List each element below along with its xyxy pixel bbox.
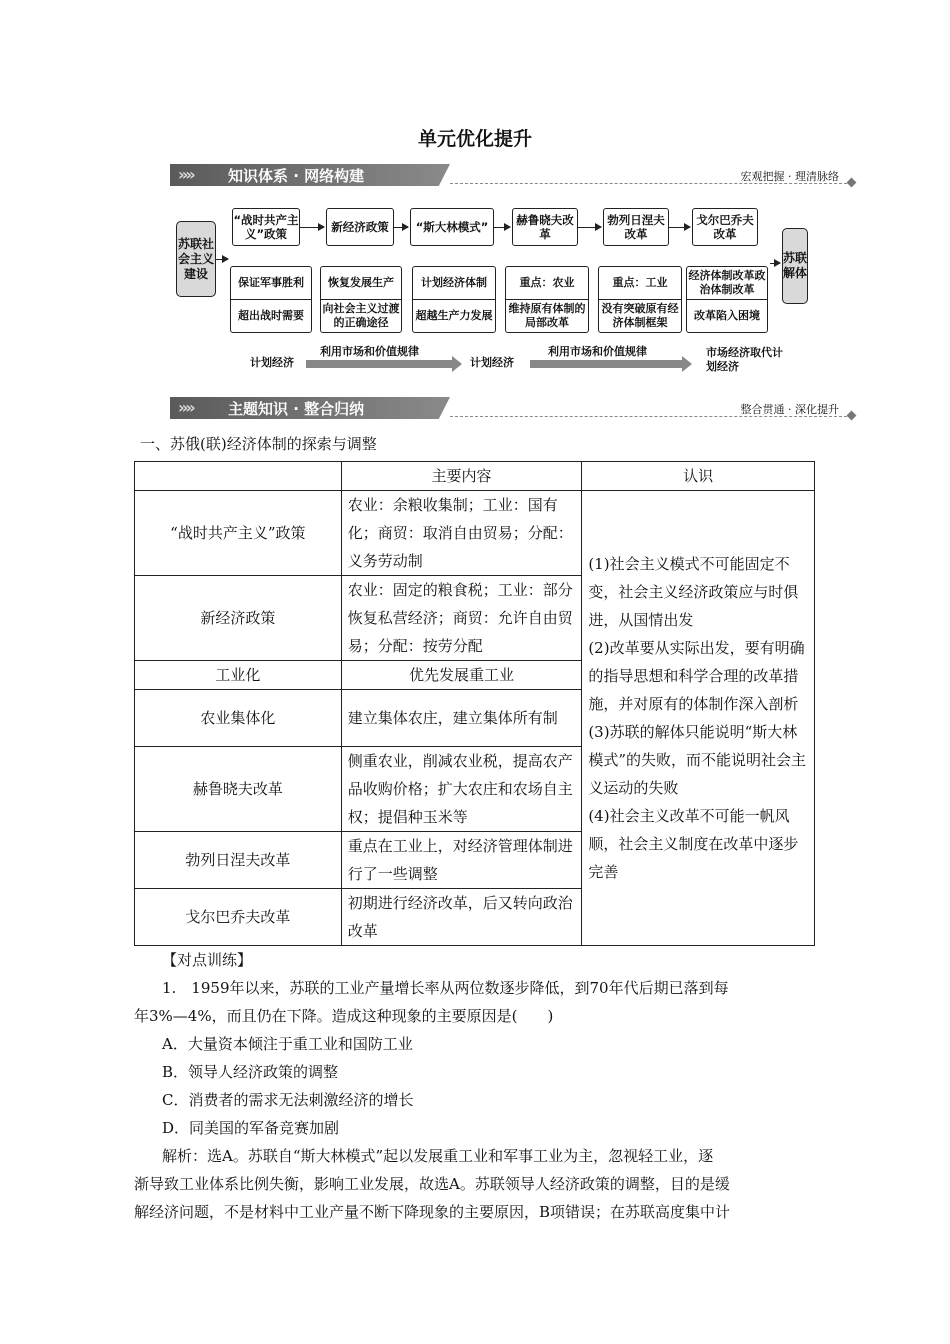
stack-item: 计划经济体制 xyxy=(421,276,487,289)
section-banner-knowledge-system xyxy=(170,164,855,186)
analysis-line: 解析：选A。苏联自“斯大林模式”起以发展重工业和军事工业为主，忽视轻工业，逐 xyxy=(162,1147,714,1165)
arrow-right-icon xyxy=(669,227,690,228)
diagram-right-box: 苏联解体 xyxy=(782,228,808,304)
stack-item: 维持原有体制的局部改革 xyxy=(506,299,588,332)
flow-end: 市场经济取代计划经济 xyxy=(706,346,783,373)
diagram-stack xyxy=(598,266,682,333)
banner-subtitle: 宏观把握 · 理清脉络 xyxy=(740,170,839,183)
arrow-right-icon xyxy=(770,263,780,264)
diagram-top-box: “战时共产主义”政策 xyxy=(232,208,300,246)
section-banner-topic-knowledge xyxy=(170,397,855,419)
chevron-right-icon: »» xyxy=(178,398,193,417)
comparison-table xyxy=(134,461,815,946)
arrow-right-icon xyxy=(494,227,510,228)
table-header-row xyxy=(135,462,815,491)
arrow-right-icon xyxy=(394,227,408,228)
arrow-right-icon xyxy=(216,259,228,260)
stack-item: 向社会主义过渡的正确途径 xyxy=(321,299,401,332)
row-name: “战时共产主义”政策 xyxy=(135,491,342,576)
row-content: 优先发展重工业 xyxy=(341,661,582,690)
stack-item: 恢复发展生产 xyxy=(328,276,394,289)
stack-item: 保证军事胜利 xyxy=(238,276,304,289)
diagram-stack xyxy=(230,266,312,333)
table-header xyxy=(135,462,342,491)
section-heading: 一、苏俄(联)经济体制的探索与调整 xyxy=(140,435,377,453)
diamond-icon xyxy=(847,411,857,421)
flow-arrow-icon xyxy=(530,360,682,368)
stack-item: 重点：农业 xyxy=(519,276,575,289)
diamond-icon xyxy=(847,178,857,188)
diagram-left-box: 苏联社会主义建设 xyxy=(176,221,216,297)
diagram-top-box: 新经济政策 xyxy=(326,208,394,246)
diagram-stack xyxy=(505,266,589,333)
flow-label-1: 利用市场和价值规律 xyxy=(320,345,419,358)
row-content: 重点在工业上，对经济管理体制进行了一些调整 xyxy=(341,832,582,889)
practice-heading: 【对点训练】 xyxy=(162,951,253,969)
row-name: 工业化 xyxy=(135,661,342,690)
row-content: 农业：余粮收集制；工业：国有化；商贸：取消自由贸易；分配：义务劳动制 xyxy=(341,491,582,576)
analysis-line: 解经济问题，不是材料中工业产量不断下降现象的主要原因，B项错误；在苏联高度集中计 xyxy=(134,1203,731,1221)
table-header: 认识 xyxy=(582,462,815,491)
page-title: 单元优化提升 xyxy=(417,128,532,150)
diagram-stack xyxy=(320,266,402,333)
diagram-top-box: 戈尔巴乔夫改革 xyxy=(692,208,758,246)
stack-item: 没有突破原有经济体制框架 xyxy=(599,299,681,332)
option-a: A．大量资本倾注于重工业和国防工业 xyxy=(162,1035,413,1053)
stack-item: 改革陷入困境 xyxy=(687,299,767,332)
chevron-right-icon: »» xyxy=(178,165,193,184)
row-content: 侧重农业，削减农业税，提高农产品收购价格；扩大农庄和农场自主权；提倡种玉米等 xyxy=(341,747,582,832)
row-content: 农业：固定的粮食税；工业：部分恢复私营经济；商贸：允许自由贸易；分配：按劳分配 xyxy=(341,576,582,661)
stack-item: 经济体制改革政治体制改革 xyxy=(688,269,766,296)
flow-start: 计划经济 xyxy=(250,356,294,369)
banner-title: 知识体系 · 网络构建 xyxy=(228,167,365,185)
diagram-top-box: 赫鲁晓夫改革 xyxy=(512,208,578,246)
row-name: 戈尔巴乔夫改革 xyxy=(135,889,342,946)
insight-cell: (1)社会主义模式不可能固定不变，社会主义经济政策应与时俱进，从国情出发 (2)改革要从实际出发，要有明确的指导思想和科学合理的改革措施，并对原有的体制作深入剖析 (3)苏联的解体只能说明“斯大林模式”的失败，而不能说明社会主义运动的失败 (4)社会主义改革不可能一帆风顺，社会主义制度在改革中逐步完善 xyxy=(582,491,815,946)
question-stem: 年3%—4%，而且仍在下降。造成这种现象的主要原因是( ) xyxy=(134,1007,554,1025)
question-stem: 1. 1959年以来，苏联的工业产量增长率从两位数逐步降低，到70年代后期已落到每 xyxy=(162,979,729,997)
banner-title: 主题知识 · 整合归纳 xyxy=(228,400,365,418)
flow-arrow-icon xyxy=(306,360,452,368)
banner-subtitle: 整合贯通 · 深化提升 xyxy=(740,403,839,416)
row-name: 农业集体化 xyxy=(135,690,342,747)
flow-middle: 计划经济 xyxy=(470,356,514,369)
row-name: 勃列日涅夫改革 xyxy=(135,832,342,889)
table-header: 主要内容 xyxy=(341,462,582,491)
row-content: 初期进行经济改革，后又转向政治改革 xyxy=(341,889,582,946)
row-name: 赫鲁晓夫改革 xyxy=(135,747,342,832)
option-d: D．同美国的军备竞赛加剧 xyxy=(162,1119,340,1137)
flow-label-2: 利用市场和价值规律 xyxy=(548,345,647,358)
analysis-line: 渐导致工业体系比例失衡，影响工业发展，故选A。苏联领导人经济政策的调整，目的是缓 xyxy=(134,1175,730,1193)
stack-item: 重点：工业 xyxy=(612,276,668,289)
diagram-top-box: 勃列日涅夫改革 xyxy=(603,208,669,246)
diagram-stack xyxy=(412,266,496,333)
stack-item: 超越生产力发展 xyxy=(413,299,495,332)
diagram-top-box: “斯大林模式” xyxy=(410,208,494,246)
stack-item: 超出战时需要 xyxy=(231,299,311,332)
option-c: C．消费者的需求无法刺激经济的增长 xyxy=(162,1091,414,1109)
option-b: B．领导人经济政策的调整 xyxy=(162,1063,339,1081)
arrow-right-icon xyxy=(300,227,324,228)
diagram-stack xyxy=(686,266,768,333)
row-content: 建立集体农庄，建立集体所有制 xyxy=(341,690,582,747)
arrow-right-icon xyxy=(578,227,601,228)
row-name: 新经济政策 xyxy=(135,576,342,661)
table-row xyxy=(135,491,815,576)
